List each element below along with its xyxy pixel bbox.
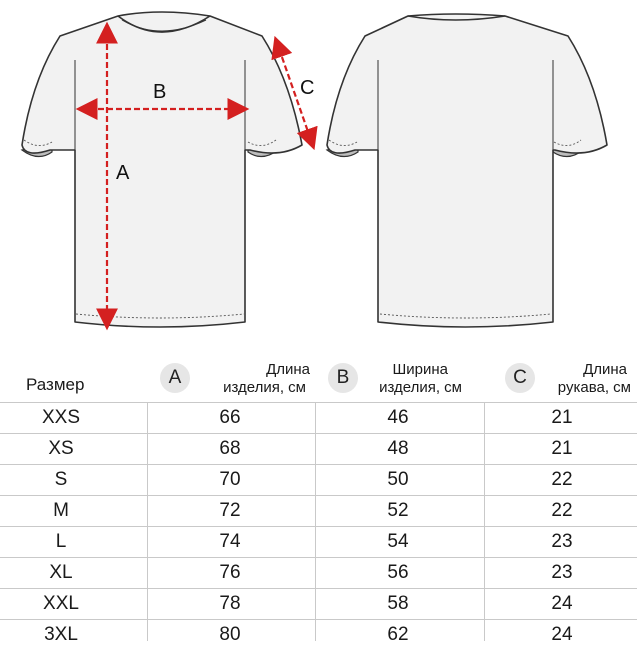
cell-a: 80 — [219, 624, 241, 645]
cell-size: L — [55, 531, 67, 552]
cell-size: 3XL — [44, 624, 78, 645]
cell-size: XXL — [43, 593, 79, 614]
table-row — [0, 619, 637, 650]
cell-size: XS — [48, 438, 74, 459]
table-header — [0, 357, 637, 402]
tshirt-front — [22, 12, 302, 327]
header-c-line2: рукава, см — [557, 379, 631, 396]
tshirt-back — [327, 14, 607, 327]
table-row — [0, 464, 637, 495]
cell-size: S — [54, 469, 68, 490]
cell-a: 72 — [219, 500, 241, 521]
table-row — [0, 402, 637, 433]
cell-b: 62 — [387, 624, 409, 645]
cell-b: 46 — [387, 407, 409, 428]
badge-c: C — [505, 363, 535, 393]
size-table — [0, 357, 637, 650]
column-header-b — [328, 357, 478, 402]
cell-b: 58 — [387, 593, 409, 614]
cell-c: 22 — [551, 500, 573, 521]
cell-size: XXS — [41, 407, 81, 428]
cell-a: 74 — [219, 531, 241, 552]
cell-size: XL — [49, 562, 73, 583]
header-a-line2: изделия, см — [223, 379, 306, 396]
label-c: C — [300, 77, 315, 99]
cell-c: 23 — [551, 562, 573, 583]
size-header: Размер — [26, 375, 85, 394]
table-row — [0, 557, 637, 588]
table-row — [0, 495, 637, 526]
header-c-line1: Длина — [583, 361, 627, 378]
header-a-line1: Длина — [266, 361, 310, 378]
badge-a: A — [160, 363, 190, 393]
cell-c: 24 — [551, 593, 573, 614]
table-row — [0, 433, 637, 464]
cell-b: 52 — [387, 500, 409, 521]
table-row — [0, 526, 637, 557]
table-row — [0, 588, 637, 619]
cell-c: 23 — [551, 531, 573, 552]
cell-a: 76 — [219, 562, 241, 583]
cell-a: 66 — [219, 407, 241, 428]
label-b: B — [153, 81, 167, 103]
header-b-line2: изделия, см — [379, 379, 462, 396]
cell-c: 22 — [551, 469, 573, 490]
cell-c: 24 — [551, 624, 573, 645]
cell-a: 70 — [219, 469, 241, 490]
column-header-a — [160, 357, 310, 402]
cell-b: 56 — [387, 562, 409, 583]
cell-a: 78 — [219, 593, 241, 614]
cell-size: M — [53, 500, 69, 521]
cell-b: 54 — [387, 531, 409, 552]
column-header-c — [505, 357, 635, 402]
cell-a: 68 — [219, 438, 241, 459]
cell-b: 50 — [387, 469, 409, 490]
cell-b: 48 — [387, 438, 409, 459]
badge-b: B — [328, 363, 358, 393]
header-b-line1: Ширина — [392, 361, 448, 378]
cell-c: 21 — [551, 438, 573, 459]
cell-c: 21 — [551, 407, 573, 428]
label-a: A — [116, 162, 130, 184]
